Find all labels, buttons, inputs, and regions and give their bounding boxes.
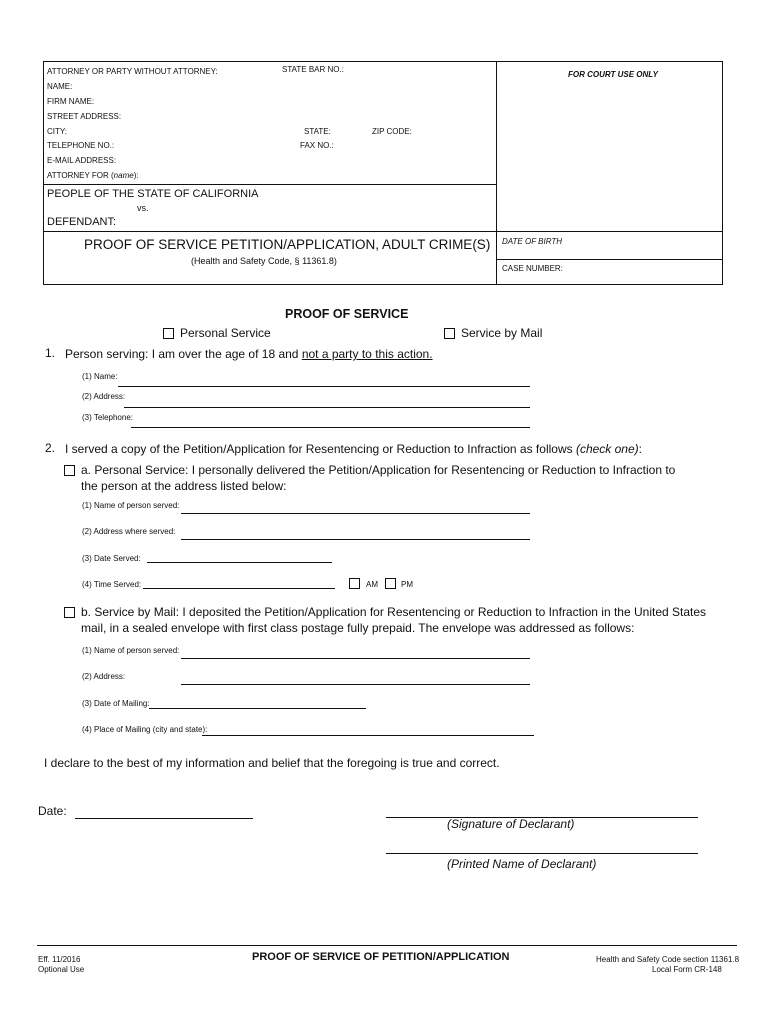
- item2a-line1: a. Personal Service: I personally delivered the Petition/Application for Resentencing or Reduction to Infraction to: [81, 463, 676, 477]
- item2a-address-line[interactable]: [181, 539, 530, 540]
- firm-name-label: FIRM NAME:: [47, 97, 95, 106]
- printed-name-label: (Printed Name of Declarant): [447, 857, 597, 871]
- item2a-checkbox[interactable]: [64, 465, 75, 476]
- footer-code: Health and Safety Code section 11361.8: [596, 955, 740, 964]
- item2b-date-line[interactable]: [149, 708, 366, 709]
- caption-top-line: [43, 184, 496, 185]
- item2b-place-label: (4) Place of Mailing (city and state):: [82, 725, 208, 734]
- title-top-line: [43, 231, 723, 232]
- email-label: E-MAIL ADDRESS:: [47, 156, 117, 165]
- form-subtitle: (Health and Safety Code, § 11361.8): [191, 256, 337, 266]
- zip-label: ZIP CODE:: [372, 127, 412, 136]
- attorney-for-label: ATTORNEY FOR (name):: [47, 171, 139, 180]
- signature-label: (Signature of Declarant): [447, 817, 575, 831]
- case-number-label: CASE NUMBER:: [502, 264, 563, 273]
- item2a-name-line[interactable]: [181, 513, 530, 514]
- dob-label: DATE OF BIRTH: [502, 237, 563, 246]
- attorney-label: ATTORNEY OR PARTY WITHOUT ATTORNEY:: [47, 67, 218, 76]
- header-divider: [496, 61, 497, 285]
- footer-rule: [37, 945, 737, 946]
- name-label: NAME:: [47, 82, 73, 91]
- am-checkbox[interactable]: [349, 578, 360, 589]
- item2b-place-line[interactable]: [202, 735, 534, 736]
- item1-telephone-line[interactable]: [131, 427, 530, 428]
- printed-name-line[interactable]: [386, 853, 698, 854]
- footer-optional: Optional Use: [38, 965, 85, 974]
- footer-eff: Eff. 11/2016: [38, 955, 81, 964]
- item2-text: I served a copy of the Petition/Application for Resentencing or Reduction to Infraction as follows (check one):: [65, 442, 642, 456]
- item2a-address-label: (2) Address where served:: [82, 527, 176, 536]
- telephone-label: TELEPHONE NO.:: [47, 141, 115, 150]
- people-label: PEOPLE OF THE STATE OF CALIFORNIA: [47, 188, 259, 200]
- date-line[interactable]: [75, 818, 253, 819]
- section-heading: PROOF OF SERVICE: [285, 307, 409, 321]
- item2a-line2: the person at the address listed below:: [81, 479, 287, 493]
- item2b-date-label: (3) Date of Mailing:: [82, 699, 150, 708]
- street-label: STREET ADDRESS:: [47, 112, 122, 121]
- item2-number: 2.: [45, 441, 56, 455]
- item2a-date-line[interactable]: [147, 562, 332, 563]
- service-by-mail-label: Service by Mail: [461, 326, 543, 340]
- service-by-mail-checkbox[interactable]: [444, 328, 455, 339]
- form-title: PROOF OF SERVICE PETITION/APPLICATION, ADULT CRIME(S): [84, 237, 491, 252]
- item2b-line1: b. Service by Mail: I deposited the Petition/Application for Resentencing or Reduction to Infraction in the United States: [81, 605, 707, 619]
- city-label: CITY:: [47, 127, 68, 136]
- item1-address-label: (2) Address:: [82, 392, 126, 401]
- item2a-name-label: (1) Name of person served:: [82, 501, 180, 510]
- item2a-date-label: (3) Date Served:: [82, 554, 141, 563]
- fax-label: FAX NO.:: [300, 141, 334, 150]
- vs-label: vs.: [137, 203, 149, 213]
- item1-address-line[interactable]: [124, 407, 530, 408]
- item2a-time-label: (4) Time Served:: [82, 580, 142, 589]
- footer-title: PROOF OF SERVICE OF PETITION/APPLICATION: [252, 951, 510, 963]
- item2b-address-line[interactable]: [181, 684, 530, 685]
- item2b-name-line[interactable]: [181, 658, 530, 659]
- declaration-text: I declare to the best of my information and belief that the foregoing is true and correct.: [44, 756, 500, 770]
- state-label: STATE:: [304, 127, 331, 136]
- court-use-label: FOR COURT USE ONLY: [568, 70, 658, 79]
- defendant-label: DEFENDANT:: [47, 216, 117, 228]
- pm-checkbox[interactable]: [385, 578, 396, 589]
- item2b-name-label: (1) Name of person served:: [82, 646, 180, 655]
- item2b-line2: mail, in a sealed envelope with first class postage fully prepaid. The envelope was addressed as follows:: [81, 621, 635, 635]
- item1-name-label: (1) Name:: [82, 372, 118, 381]
- item2a-time-line[interactable]: [143, 588, 335, 589]
- dob-bottom-line: [496, 259, 723, 260]
- state-bar-label: STATE BAR NO.:: [282, 65, 344, 74]
- item1-name-line[interactable]: [118, 386, 530, 387]
- date-label: Date:: [38, 804, 67, 818]
- footer-form: Local Form CR-148: [652, 965, 722, 974]
- item1-number: 1.: [45, 346, 56, 360]
- item1-text: Person serving: I am over the age of 18 and not a party to this action.: [65, 347, 433, 361]
- am-label: AM: [366, 580, 378, 589]
- personal-service-label: Personal Service: [180, 326, 271, 340]
- item2b-checkbox[interactable]: [64, 607, 75, 618]
- item2b-address-label: (2) Address:: [82, 672, 126, 681]
- personal-service-checkbox[interactable]: [163, 328, 174, 339]
- item1-telephone-label: (3) Telephone:: [82, 413, 133, 422]
- pm-label: PM: [401, 580, 413, 589]
